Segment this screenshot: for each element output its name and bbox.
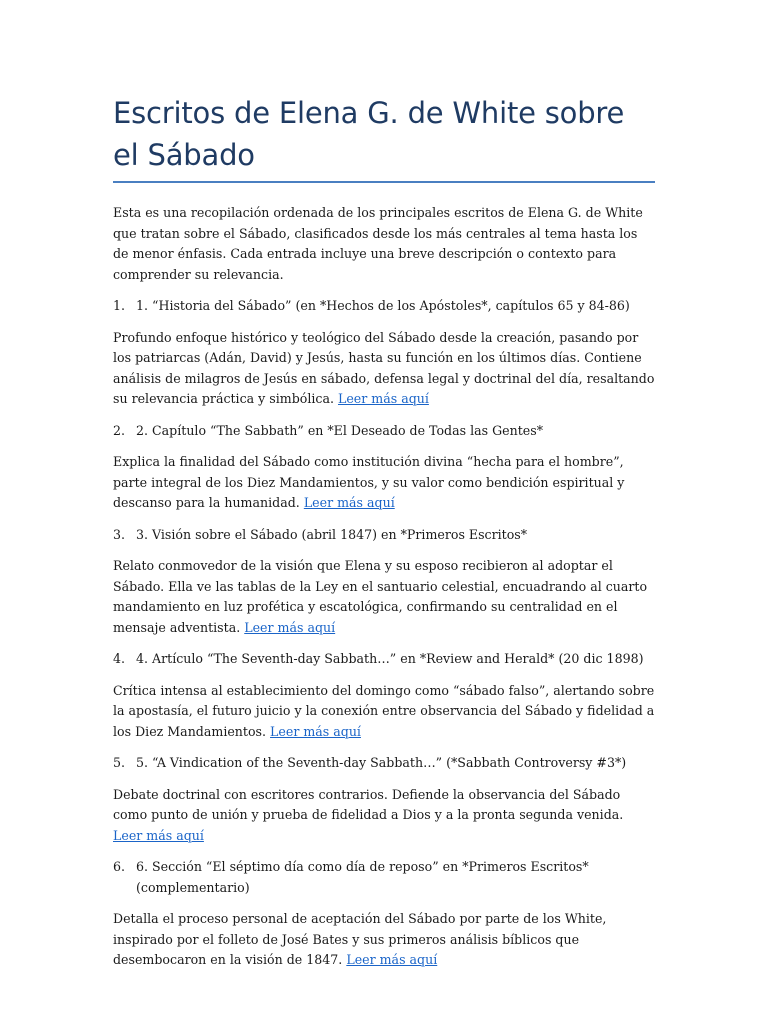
read-more-link[interactable]: Leer más aquí bbox=[337, 391, 429, 406]
description-text: Explica la finalidad del Sábado como institución divina “hecha para el hombre”, parte integral de los Diez Mandamientos, y su valor como bendición espiritual y descanso para la humanidad. bbox=[113, 454, 625, 510]
description-text: Detalla el proceso personal de aceptación del Sábado por parte de los White, inspirado por el folleto de José Bates y sus primeros análisis bíblicos que desembocaron en la visión de 1847. bbox=[113, 911, 607, 967]
description-text: Relato conmovedor de la visión que Elena y su esposo recibieron al adoptar el Sábado. Ella ve las tablas de la Ley en el santuario celestial, encuadrando al cuarto mandamiento en luz profética y escatológica, confirmando su centralidad en el mensaje adventista. bbox=[113, 558, 648, 635]
list-item-heading: 2. Capítulo “The Sabbath” en *El Deseado de Todas las Gentes* bbox=[136, 422, 543, 438]
list-item-heading: 5. “A Vindication of the Seventh-day Sabbath…” (*Sabbath Controversy #3*) bbox=[136, 755, 627, 770]
item-description bbox=[113, 909, 655, 971]
list-item bbox=[113, 421, 655, 442]
item-description bbox=[113, 556, 655, 638]
page-title: Escritos de Elena G. de White sobre el Sábado bbox=[113, 96, 625, 172]
title-underline bbox=[113, 181, 655, 183]
read-more-link[interactable]: Leer más aquí bbox=[113, 827, 204, 843]
list-number: 4. bbox=[113, 651, 126, 666]
list-number: 3. bbox=[113, 526, 126, 542]
list-item-heading: 3. Visión sobre el Sábado (abril 1847) en *Primeros Escritos* bbox=[136, 526, 528, 542]
document-page bbox=[113, 92, 655, 971]
read-more-link[interactable]: Leer más aquí bbox=[346, 952, 438, 967]
description-text: Crítica intensa al establecimiento del domingo como “sábado falso”, alertando sobre la apostasía, el futuro juicio y la conexión entre observancia del Sábado y fidelidad a los Diez Mandamientos. bbox=[113, 682, 655, 739]
list-item bbox=[113, 649, 655, 670]
list-item bbox=[113, 857, 655, 898]
list-item bbox=[113, 525, 655, 546]
list-item-heading: 1. “Historia del Sábado” (en *Hechos de los Apóstoles*, capítulos 65 y 84-86) bbox=[136, 298, 630, 313]
read-more-link[interactable]: Leer más aquí bbox=[270, 723, 361, 739]
item-description bbox=[113, 785, 655, 847]
item-description bbox=[113, 681, 655, 743]
read-more-link[interactable]: Leer más aquí bbox=[244, 619, 336, 635]
description-text: Profundo enfoque histórico y teológico del Sábado desde la creación, pasando por los patriarcas (Adán, David) y Jesús, hasta su función en los últimos días. Contiene análisis de milagros de Jesús en sábado, defensa legal y doctrinal del día, resaltando su relevancia práctica y simbólica. bbox=[113, 329, 655, 406]
list-item-heading: 4. Artículo “The Seventh-day Sabbath…” en *Review and Herald* (20 dic 1898) bbox=[136, 651, 644, 666]
list-number: 6. bbox=[113, 859, 126, 874]
item-description bbox=[113, 328, 655, 410]
list-number: 5. bbox=[113, 755, 126, 770]
list-item-heading: 6. Sección “El séptimo día como día de reposo” en *Primeros Escritos* (complementario) bbox=[136, 859, 589, 895]
item-description bbox=[113, 452, 655, 514]
description-text: Debate doctrinal con escritores contrarios. Defiende la observancia del Sábado como punto de unión y prueba de fidelidad a Dios y a la pronta segunda venida. bbox=[113, 786, 624, 822]
list-item bbox=[113, 753, 655, 774]
read-more-link[interactable]: Leer más aquí bbox=[303, 495, 395, 510]
list-item bbox=[113, 296, 655, 317]
list-number: 1. bbox=[113, 298, 126, 313]
intro-paragraph: Esta es una recopilación ordenada de los principales escritos de Elena G. de White que tratan sobre el Sábado, clasificados desde los más centrales al tema hasta los de menor énfasis. Cada entrada incluye una breve descripción o contexto para comprender su relevancia. bbox=[113, 205, 643, 282]
list-number: 2. bbox=[113, 422, 126, 438]
